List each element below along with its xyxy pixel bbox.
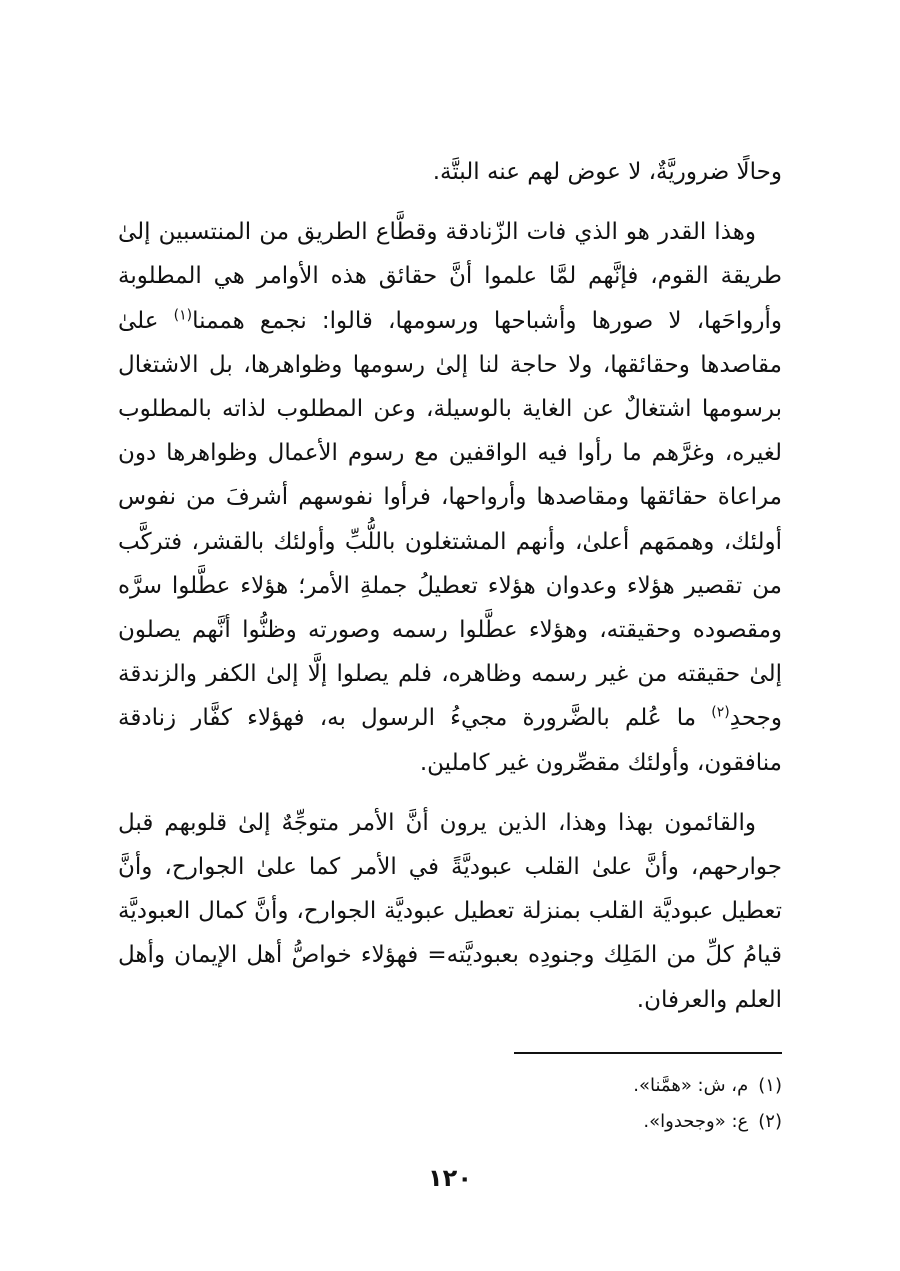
footnote-2: [118, 1104, 782, 1140]
paragraph-text: والقائمون بهذا وهذا، الذين يرون أنَّ الأمر متوجِّهٌ إلىٰ قلوبهم قبل جوارحهم، وأنَّ علىٰ القلب عبوديَّةً في الأمر كما علىٰ الجوارح، وأنَّ تعطيل عبوديَّة القلب بمنزلة تعطيل عبوديَّة الجوارح، وأنَّ كمال العبوديَّة قيامُ كلِّ من المَلِك وجنودِه بعبوديَّته= فهؤلاء خواصُّ أهل الإيمان وأهل العلم والعرفان.: [118, 809, 782, 1013]
footnote-number: (١): [758, 1075, 782, 1096]
main-text: [118, 150, 782, 1022]
footnote-text: م، ش: «همَّنا».: [633, 1075, 749, 1096]
footnotes: [118, 1068, 782, 1140]
footnote-text: ع: «وجحدوا».: [643, 1111, 749, 1132]
page-number: ١٢٠: [428, 1164, 472, 1192]
footnote-number: (٢): [758, 1111, 782, 1132]
footnote-divider: [514, 1052, 782, 1054]
paragraph-1: [118, 150, 782, 194]
paragraph-text: علىٰ مقاصدها وحقائقها، ولا حاجة لنا إلىٰ رسومها وظواهرها، بل الاشتغال برسومها اشتغالٌ عن الغاية بالوسيلة، وعن المطلوب لذاته بالمطلوب لغيره، وغرَّهم ما رأوا فيه الواقفين مع رسوم الأعمال وظواهرها دون مراعاة حقائقها ومقاصدها وأرواحها، فرأوا نفوسهم أشرفَ من نفوس أولئك، وهممَهم أعلىٰ، وأنهم المشتغلون باللُّبِّ وأولئك بالقشر، فتركَّب من تقصير هؤلاء وعدوان هؤلاء تعطيلُ جملةِ الأمر؛ هؤلاء عطَّلوا سرَّه ومقصوده وحقيقته، وهؤلاء عطَّلوا رسمه وصورته وظنُّوا أنَّهم يصلون إلىٰ حقيقته من غير رسمه وظاهره، فلم يصلوا إلَّا إلىٰ الكفر والزندقة وجحدِ: [118, 307, 782, 732]
paragraph-text: وهذا القدر هو الذي فات الزّنادقة وقطَّاع الطريق من المنتسبين إلىٰ طريقة القوم، فإنَّهم لمَّا علموا أنَّ حقائق هذه الأوامر هي المطلوبة وأرواحَها، لا صورها وأشباحها ورسومها، قالوا: نجمع هممنا: [118, 219, 782, 334]
paragraph-text: وحالًا ضروريَّةٌ، لا عوض لهم عنه البتَّة.: [432, 159, 782, 185]
footnote-1: [118, 1068, 782, 1104]
paragraph-3: [118, 801, 782, 1022]
paragraph-2: [118, 210, 782, 785]
paragraph-text: ما عُلم بالضَّرورة مجيءُ الرسول به، فهؤلاء كفَّار زنادقة منافقون، وأولئك مقصِّرون غير كاملين.: [118, 705, 782, 776]
footnote-ref-2[interactable]: (٢): [711, 704, 730, 721]
footnote-ref-1[interactable]: (١): [173, 306, 193, 323]
